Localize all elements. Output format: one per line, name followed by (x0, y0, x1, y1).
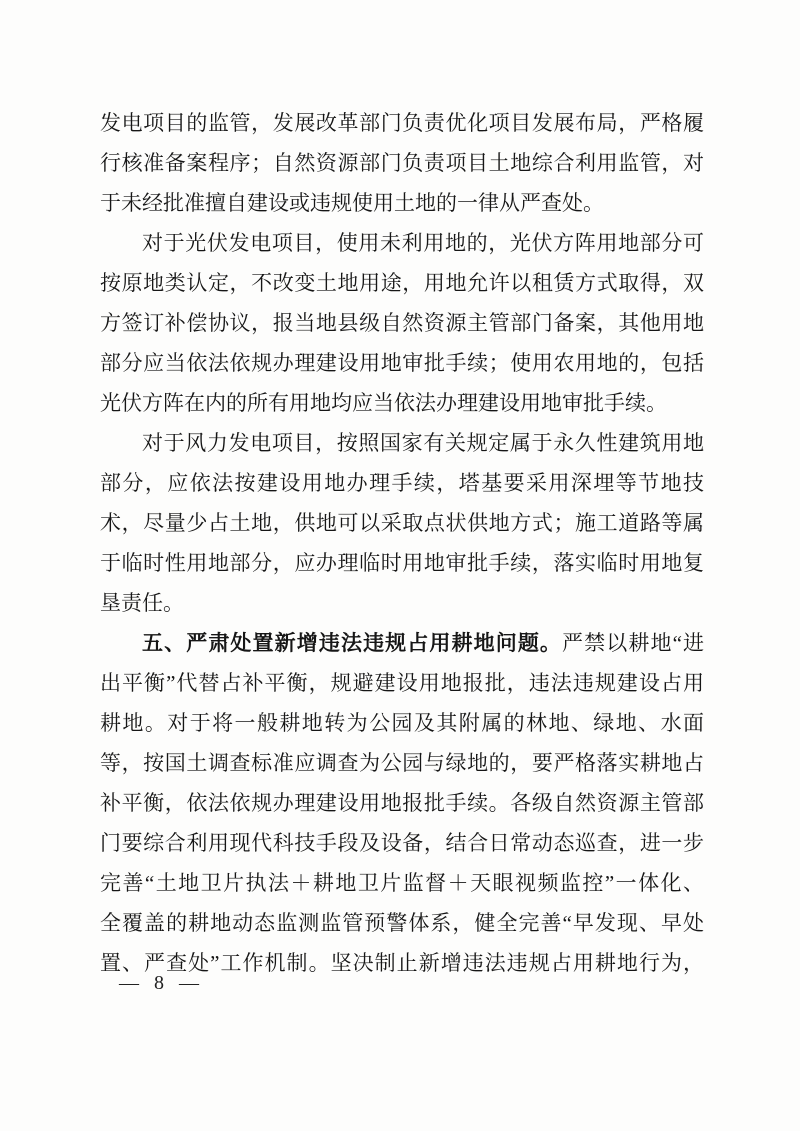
text-line: 方签订补偿协议，报当地县级自然资源主管部门备案，其他用地 (100, 311, 704, 335)
text-line: 耕地。对于将一般耕地转为公园及其附属的林地、绿地、水面 (100, 711, 704, 735)
text-line: 对于风力发电项目，按照国家有关规定属于永久性建筑用地 (142, 431, 704, 455)
text-line: 按原地类认定，不改变土地用途，用地允许以租赁方式取得，双 (100, 271, 704, 295)
text-line: 出平衡”代替占补平衡，规避建设用地报批，违法违规建设占用 (100, 671, 704, 695)
text-line: 行核准备案程序；自然资源部门负责项目土地综合利用监管，对 (100, 151, 704, 175)
document-body (100, 103, 704, 983)
text-line: 发电项目的监管，发展改革部门负责优化项目发展布局，严格履 (100, 111, 704, 135)
text-line: 置、严查处”工作机制。坚决制止新增违法违规占用耕地行为， (100, 951, 704, 975)
text-line: 补平衡，依法依规办理建设用地报批手续。各级自然资源主管部 (100, 791, 704, 815)
text-line: 光伏方阵在内的所有用地均应当依法办理建设用地审批手续。 (100, 391, 667, 415)
text-line: 垦责任。 (100, 591, 184, 615)
text-line: 于临时性用地部分，应办理临时用地审批手续，落实临时用地复 (100, 551, 704, 575)
text-line: 完善“土地卫片执法＋耕地卫片监督＋天眼视频监控”一体化、 (100, 871, 704, 895)
text-line: 于未经批准擅自建设或违规使用土地的一律从严查处。 (100, 191, 604, 215)
text-line: 门要综合利用现代科技手段及设备，结合日常动态巡查，进一步 (100, 831, 704, 855)
section-heading: 五、严肃处置新增违法违规占用耕地问题。 (142, 632, 563, 655)
page-number: — 8 — (119, 972, 200, 994)
text-line: 术，尽量少占土地，供地可以采取点状供地方式；施工道路等属 (100, 511, 704, 535)
text-run: 严禁以耕地“进 (562, 631, 704, 655)
text-line: 全覆盖的耕地动态监测监管预警体系，健全完善“早发现、早处 (100, 911, 704, 935)
text-line: 等，按国土调查标准应调查为公园与绿地的，要严格落实耕地占 (100, 751, 704, 775)
section-heading-line (100, 623, 704, 663)
text-line: 对于光伏发电项目，使用未利用地的，光伏方阵用地部分可 (142, 231, 704, 255)
text-line: 部分，应依法按建设用地办理手续，塔基要采用深埋等节地技 (100, 471, 704, 495)
text-line: 部分应当依法依规办理建设用地审批手续；使用农用地的，包括 (100, 351, 704, 375)
